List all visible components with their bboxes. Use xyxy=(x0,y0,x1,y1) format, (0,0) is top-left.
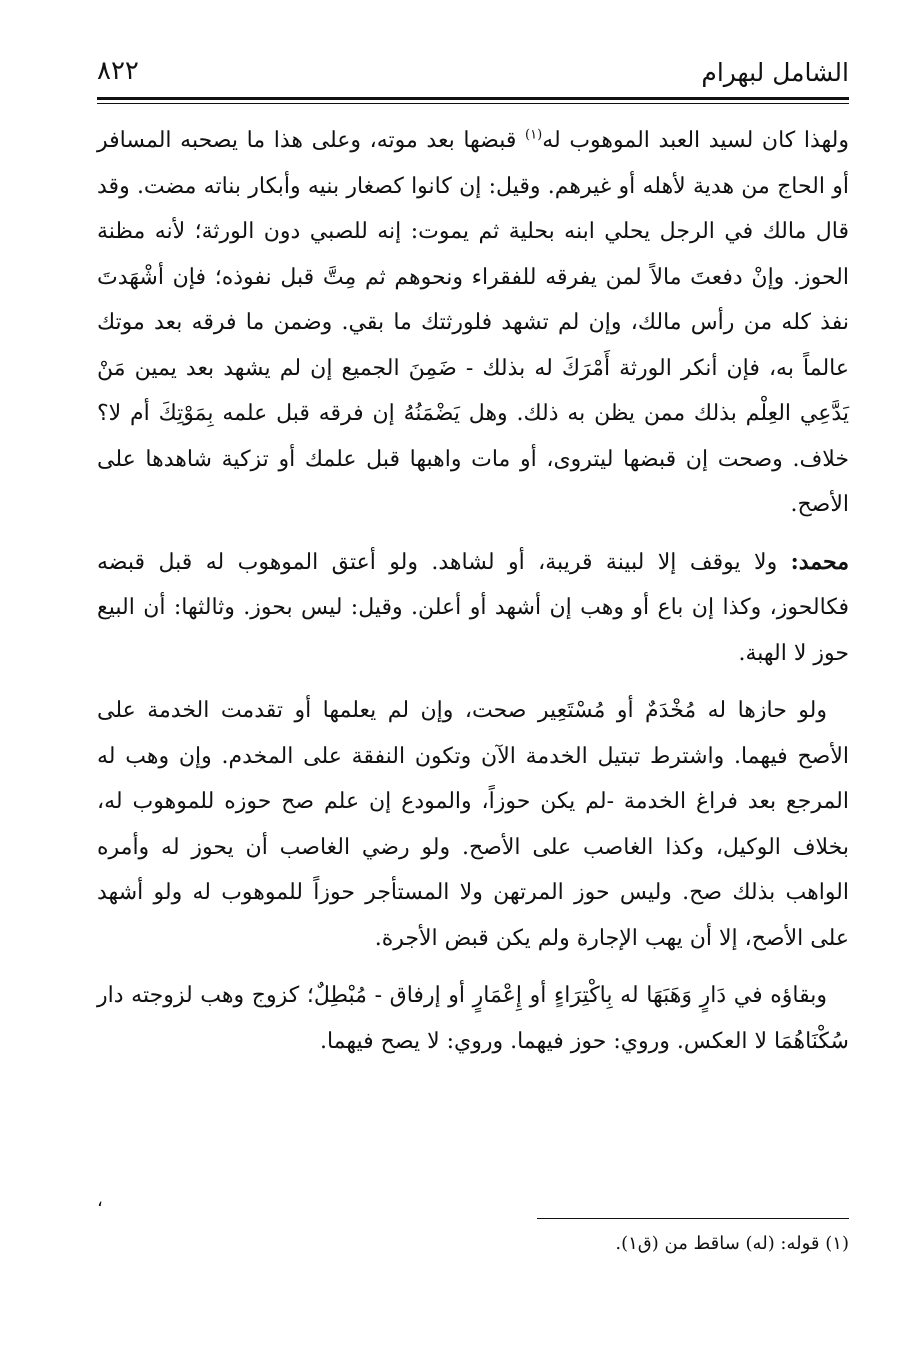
footnote xyxy=(97,1230,849,1258)
main-text xyxy=(97,118,849,1076)
header-rule-thin xyxy=(97,103,849,104)
stray-mark: ، xyxy=(97,1190,103,1211)
paragraph-1-rest: قبضها بعد موته، وعلى هذا ما يصحبه المسافر أو الحاج من هدية لأهله أو غيرهم. وقيل: إن كانوا كصغار بنيه وأبكار بناته مضت. وقد قال مالك في الرجل يحلي ابنه بحلية ثم يموت: إنه للصبي دون الورثة؛ لأنه مظنة الحوز. وإنْ دفعتَ مالاً لمن يفرقه للفقراء ونحوهم ثم مِتَّ قبل نفوذه؛ فإن أشْهَدتَ نفذ كله من رأس مالك، وإن لم تشهد فلورثتك ما بقي. وضمن ما فرقه بعد موتك عالماً به، فإن أنكر الورثة أَمْرَكَ له بذلك - ضَمِنَ الجميع إن لم يشهد بعد يمين مَنْ يَدَّعِي العِلْم بذلك ممن يظن به ذلك. وهل يَضْمَنُهُ إن فرقه قبل علمه بِمَوْتِكَ أم لا؟ خلاف. وصحت إن قبضها ليتروى، أو مات واهبها قبل علمك أو تزكية شاهدها على الأصح. xyxy=(97,128,849,517)
paragraph-2 xyxy=(97,540,849,677)
footnote-text: (١) قوله: (له) ساقط من (ق١). xyxy=(615,1233,849,1254)
paragraph-1 xyxy=(97,118,849,528)
page-header xyxy=(97,48,849,100)
footnote-separator xyxy=(537,1218,849,1219)
header-rule-thick xyxy=(97,97,849,100)
speaker-label: محمد: xyxy=(790,548,849,575)
page-number: ٨٢٢ xyxy=(97,56,139,86)
paragraph-4 xyxy=(97,973,849,1064)
paragraph-4-text: وبقاؤه في دَارٍ وَهَبَهَا له بِاكْتِرَاءٍ أو إِعْمَارٍ أو إرفاق - مُبْطِلٌ؛ كزوج وهب لزوجته دار سُكْنَاهُمَا لا العكس. وروي: حوز فيهما. وروي: لا يصح فيهما. xyxy=(97,983,849,1054)
paragraph-2-text: ولا يوقف إلا لبينة قريبة، أو لشاهد. ولو أعتق الموهوب له قبل قبضه فكالحوز، وكذا إن باع أو وهب إن أشهد أو أعلن. وقيل: ليس بحوز. وثالثها: أن البيع حوز لا الهبة. xyxy=(97,549,849,666)
paragraph-3 xyxy=(97,688,849,961)
paragraph-1-start: ولهذا كان لسيد العبد الموهوب له xyxy=(542,128,849,153)
paragraph-3-text: ولو حازها له مُخْدَمٌ أو مُسْتَعِير صحت، وإن لم يعلمها أو تقدمت الخدمة على الأصح فيهما. واشترط تبتيل الخدمة الآن وتكون النفقة على المخدم. وإن وهب له المرجع بعد فراغ الخدمة -لم يكن حوزاً، والمودع إن علم صح حوزه للموهوب له، بخلاف الوكيل، وكذا الغاصب على الأصح. ولو رضي الغاصب أن يحوز له وأمره الواهب بذلك صح. وليس حوز المرتهن ولا المستأجر حوزاً للموهوب له ولو أشهد على الأصح، إلا أن يهب الإجارة ولم يكن قبض الأجرة. xyxy=(97,698,849,951)
footnote-marker[interactable]: (١) xyxy=(525,127,543,143)
book-title: الشامل لبهرام xyxy=(701,58,849,87)
